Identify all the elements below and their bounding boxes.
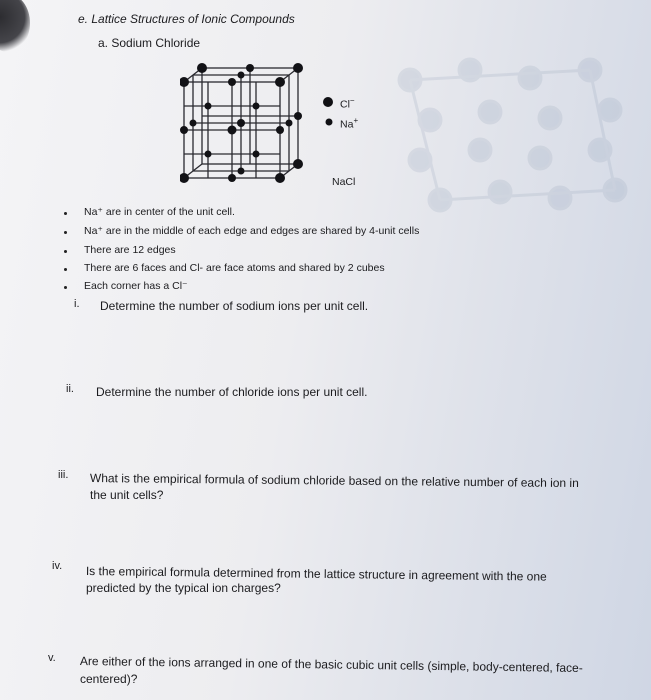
bullet-marker [64, 286, 67, 289]
question-text-line2: the unit cells? [90, 488, 164, 502]
question-text: Determine the number of sodium ions per unit cell. [100, 299, 369, 313]
question-text-line2: predicted by the typical ion charges? [86, 581, 281, 595]
question-number: iii. [58, 469, 69, 481]
question-number: i. [74, 298, 80, 310]
question-text-line2: centered)? [80, 672, 138, 686]
question-text-line1: Are either of the ions arranged in one of the basic cubic unit cells (simple, body-centered, face- [79, 653, 583, 676]
bullet-marker [64, 250, 67, 253]
bullet-item: Na⁺ are in the middle of each edge and edges are shared by 4-unit cells [84, 225, 420, 237]
bullet-item: Each corner has a Cl⁻ [84, 280, 188, 292]
bullet-item: There are 12 edges [84, 244, 176, 256]
bullet-item: Na⁺ are in center of the unit cell. [84, 206, 235, 218]
section-heading: e. Lattice Structures of Ionic Compounds [78, 12, 295, 26]
question-number: ii. [66, 383, 74, 395]
question-number: iv. [52, 560, 63, 572]
bullet-marker [64, 268, 67, 271]
bullet-item: There are 6 faces and Cl- are face atoms and shared by 2 cubes [84, 262, 385, 274]
page-corner-shadow [0, 0, 30, 52]
question-text-line1: Is the empirical formula determined from the lattice structure in agreement with the one [85, 563, 547, 584]
question-number: v. [48, 652, 56, 664]
bullet-marker [64, 231, 67, 234]
subsection-heading: a. Sodium Chloride [98, 36, 201, 50]
compound-label: NaCl [332, 176, 356, 188]
question-text-line1: What is the empirical formula of sodium chloride based on the relative number of each ion in [89, 470, 579, 491]
chloride-legend-label: Cl− [340, 96, 355, 111]
chloride-legend-dot [322, 96, 334, 108]
sodium-legend-label: Na+ [340, 116, 359, 131]
bullet-marker [64, 212, 67, 215]
nacl-lattice-diagram [180, 60, 310, 186]
sodium-legend-dot [325, 118, 333, 126]
question-text: Determine the number of chloride ions per unit cell. [96, 385, 368, 399]
